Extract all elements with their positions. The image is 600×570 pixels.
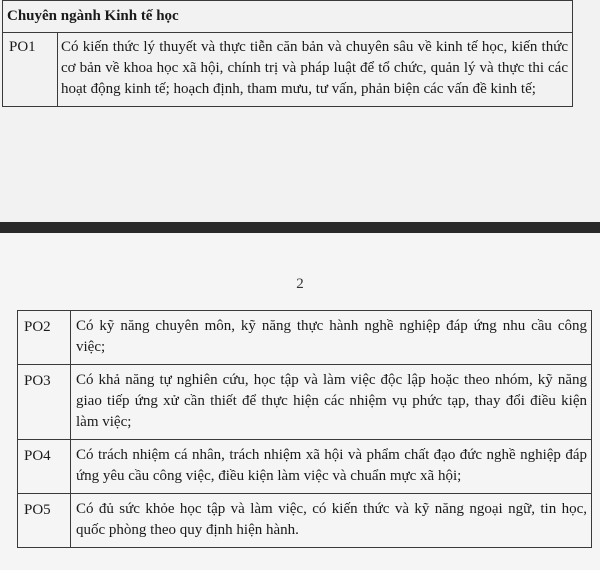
outcome-description: Có kiến thức lý thuyết và thực tiễn căn bản và chuyên sâu về kinh tế học, kiến thức cơ bản về khoa học xã hội, chính trị và pháp luật để tổ chức, quản lý và thực thi các hoạt động kinh tế; hoạch định, tham mưu, tư vấn, phản biện các vấn đề kinh tế; [58, 33, 573, 107]
outcome-description: Có trách nhiệm cá nhân, trách nhiệm xã hội và phẩm chất đạo đức nghề nghiệp đáp ứng yêu cầu công việc, điều kiện làm việc và chuẩn mực xã hội; [71, 440, 592, 494]
page-separator [0, 222, 600, 233]
outcome-code: PO2 [18, 311, 71, 365]
program-outcomes-table-top [2, 0, 573, 107]
table-row [18, 494, 592, 548]
outcome-code: PO4 [18, 440, 71, 494]
outcome-description: Có khả năng tự nghiên cứu, học tập và làm việc độc lập hoặc theo nhóm, kỹ năng giao tiếp ứng xử cần thiết để thực hiện các nhiệm vụ phức tạp, thay đổi điều kiện làm việc; [71, 365, 592, 440]
table-row [18, 365, 592, 440]
section-heading-row [3, 1, 573, 33]
table-row [3, 33, 573, 107]
outcome-code: PO3 [18, 365, 71, 440]
outcome-description: Có đủ sức khỏe học tập và làm việc, có kiến thức và kỹ năng ngoại ngữ, tin học, quốc phòng theo quy định hiện hành. [71, 494, 592, 548]
section-heading: Chuyên ngành Kinh tế học [3, 1, 573, 33]
outcome-description: Có kỹ năng chuyên môn, kỹ năng thực hành nghề nghiệp đáp ứng nhu cầu công việc; [71, 311, 592, 365]
page-number: 2 [296, 276, 304, 292]
program-outcomes-table-bottom [17, 310, 592, 548]
outcome-code: PO5 [18, 494, 71, 548]
table-row [18, 311, 592, 365]
outcome-code: PO1 [3, 33, 58, 107]
table-row [18, 440, 592, 494]
